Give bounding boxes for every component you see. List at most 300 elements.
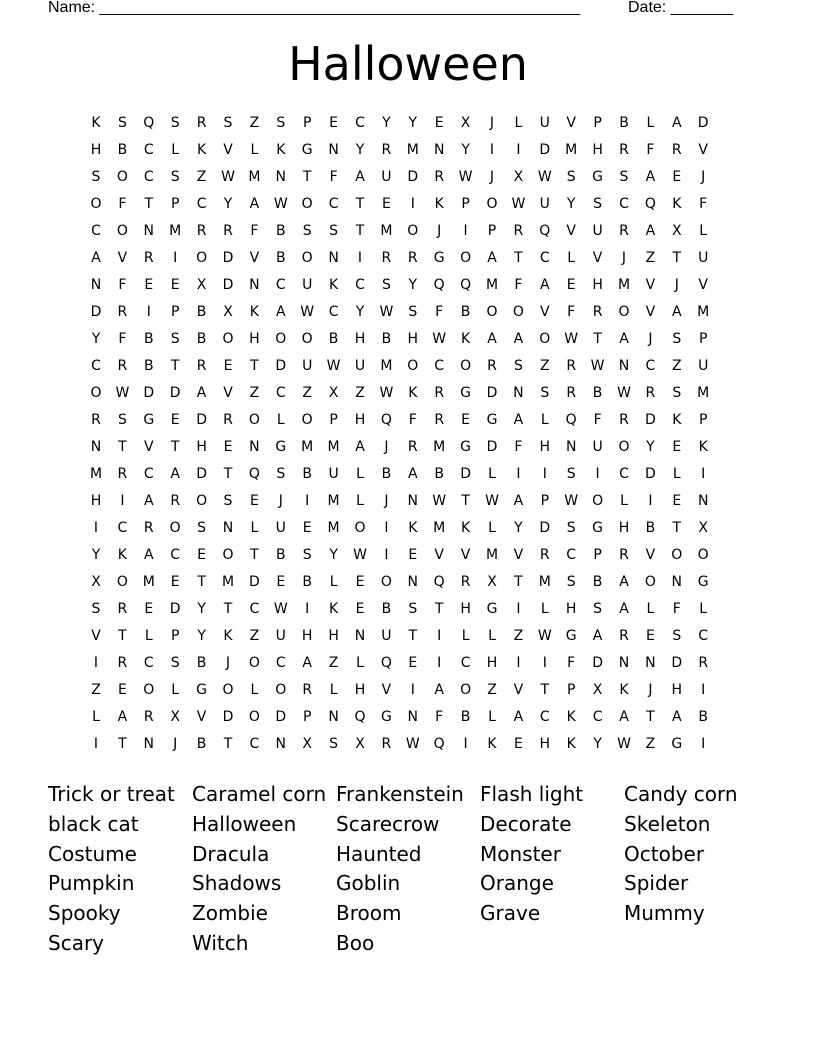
grid-letter: E	[197, 547, 207, 563]
grid-letter: A	[355, 439, 365, 455]
word-list-item: October	[624, 841, 705, 866]
grid-letter: Q	[433, 574, 445, 590]
grid-letter: I	[410, 196, 415, 212]
word-list-item: Spider	[624, 871, 689, 896]
grid-letter: S	[513, 358, 523, 374]
grid-letter: B	[196, 331, 207, 347]
grid-letter: I	[305, 601, 310, 617]
grid-letter: W	[564, 331, 579, 347]
grid-letter: B	[143, 331, 154, 347]
grid-letter: L	[92, 709, 100, 725]
grid-letter: Z	[645, 736, 656, 752]
word-list-item: Orange	[480, 871, 554, 896]
date-field-label: Date: _______	[628, 0, 733, 16]
grid-letter: L	[250, 520, 259, 536]
grid-letter: D	[645, 466, 656, 482]
grid-letter: V	[540, 304, 550, 320]
word-list-item: black cat	[48, 811, 139, 836]
grid-letter: A	[619, 331, 629, 347]
grid-letter: H	[407, 331, 419, 347]
grid-letter: J	[384, 439, 389, 455]
grid-letter: T	[514, 574, 523, 590]
grid-letter: U	[539, 115, 550, 131]
grid-letter: K	[276, 142, 286, 158]
grid-letter: E	[144, 277, 154, 293]
grid-letter: R	[460, 574, 471, 590]
grid-letter: I	[357, 250, 363, 266]
grid-letter: P	[593, 115, 602, 131]
grid-letter: F	[118, 277, 127, 293]
grid-letter: S	[117, 115, 127, 131]
grid-letter: K	[197, 142, 207, 158]
grid-letter: W	[273, 196, 288, 212]
grid-letter: E	[170, 412, 180, 428]
grid-letter: K	[91, 115, 101, 131]
grid-letter: A	[144, 493, 154, 509]
grid-letter: R	[381, 736, 392, 752]
grid-letter: U	[539, 196, 550, 212]
grid-letter: N	[143, 223, 155, 239]
letter-grid	[0, 113, 816, 761]
grid-letter: A	[619, 574, 629, 590]
grid-letter: S	[117, 412, 127, 428]
grid-letter: S	[566, 574, 576, 590]
grid-letter: W	[300, 304, 315, 320]
grid-letter: E	[249, 493, 259, 509]
grid-letter: Y	[91, 331, 101, 347]
grid-letter: C	[143, 142, 154, 158]
grid-letter: R	[143, 709, 154, 725]
grid-letter: X	[460, 115, 471, 131]
grid-letter: U	[698, 358, 709, 374]
grid-letter: U	[275, 520, 286, 536]
grid-letter: R	[619, 142, 629, 158]
grid-letter: W	[432, 493, 447, 509]
grid-letter: O	[222, 547, 234, 563]
grid-letter: C	[249, 736, 260, 752]
grid-letter: R	[619, 547, 629, 563]
grid-letter: S	[672, 331, 682, 347]
grid-letter: T	[434, 601, 444, 617]
grid-letter: D	[671, 655, 683, 671]
grid-letter: A	[513, 493, 524, 509]
grid-letter: X	[487, 574, 497, 590]
grid-letter: S	[329, 223, 339, 239]
grid-letter: W	[221, 169, 235, 185]
grid-letter: F	[593, 412, 602, 428]
grid-letter: N	[90, 439, 102, 455]
grid-letter: G	[592, 520, 604, 536]
grid-letter: I	[516, 655, 521, 671]
grid-letter: T	[250, 358, 259, 374]
grid-letter: Q	[565, 412, 577, 428]
grid-letter: S	[672, 385, 682, 401]
grid-letter: U	[302, 358, 313, 374]
grid-letter: S	[302, 547, 312, 563]
grid-letter: O	[301, 331, 313, 347]
grid-letter: T	[672, 250, 682, 266]
word-list-item: Trick or treat	[48, 782, 175, 806]
grid-letter: N	[328, 709, 339, 725]
grid-letter: X	[672, 223, 682, 239]
word-list-item: Scarecrow	[336, 811, 440, 836]
grid-letter: L	[620, 493, 628, 509]
grid-letter: Y	[566, 196, 576, 212]
grid-letter: A	[434, 682, 444, 698]
grid-letter: V	[91, 628, 101, 644]
grid-letter: D	[486, 385, 498, 401]
grid-letter: T	[170, 439, 180, 455]
grid-letter: J	[225, 655, 231, 671]
word-list-item: Frankenstein	[336, 782, 464, 806]
grid-letter: R	[619, 412, 629, 428]
grid-letter: O	[90, 385, 102, 401]
grid-letter: H	[301, 628, 313, 644]
grid-letter: L	[488, 709, 496, 725]
grid-letter: J	[648, 331, 653, 347]
grid-letter: R	[117, 655, 128, 671]
grid-letter: A	[170, 466, 180, 482]
grid-letter: H	[592, 277, 603, 293]
grid-letter: K	[566, 709, 576, 725]
grid-letter: Z	[328, 655, 339, 671]
grid-letter: O	[143, 682, 155, 698]
grid-letter: A	[196, 385, 207, 401]
grid-letter: C	[170, 547, 181, 563]
grid-letter: S	[91, 601, 101, 617]
grid-letter: M	[380, 358, 393, 374]
grid-letter: N	[222, 520, 234, 536]
grid-letter: G	[196, 682, 208, 698]
grid-letter: S	[593, 196, 603, 212]
grid-letter: T	[223, 601, 233, 617]
grid-letter: R	[566, 385, 577, 401]
grid-letter: Y	[382, 115, 391, 131]
grid-letter: E	[170, 574, 180, 590]
word-list-item: Decorate	[480, 811, 572, 836]
grid-letter: B	[302, 466, 312, 482]
grid-letter: D	[539, 520, 551, 536]
grid-letter: K	[461, 331, 471, 347]
grid-letter: N	[618, 655, 630, 671]
grid-letter: W	[485, 493, 499, 509]
grid-letter: O	[644, 574, 656, 590]
grid-letter: D	[275, 358, 287, 374]
grid-letter: D	[460, 466, 471, 482]
grid-letter: R	[407, 439, 418, 455]
grid-letter: D	[196, 466, 207, 482]
grid-letter: N	[249, 439, 260, 455]
grid-letter: B	[645, 520, 656, 536]
grid-letter: C	[117, 520, 128, 536]
grid-letter: W	[458, 169, 473, 185]
grid-letter: E	[672, 169, 682, 185]
grid-letter: M	[485, 547, 499, 563]
grid-letter: C	[434, 358, 445, 374]
grid-letter: C	[143, 466, 154, 482]
grid-letter: F	[699, 196, 708, 212]
grid-letter: E	[408, 655, 418, 671]
grid-letter: Y	[197, 601, 206, 617]
grid-letter: J	[621, 250, 627, 266]
grid-letter: R	[143, 250, 154, 266]
grid-letter: O	[671, 547, 683, 563]
page-title: Halloween	[288, 37, 528, 91]
grid-letter: O	[486, 196, 498, 212]
grid-letter: R	[671, 142, 682, 158]
grid-letter: A	[645, 223, 656, 239]
grid-letter: C	[698, 628, 709, 644]
word-list-item: Pumpkin	[48, 871, 135, 896]
grid-letter: O	[407, 223, 419, 239]
grid-letter: R	[592, 304, 603, 320]
grid-letter: K	[566, 736, 576, 752]
grid-letter: B	[196, 736, 207, 752]
grid-letter: K	[672, 412, 682, 428]
grid-letter: S	[302, 223, 312, 239]
grid-letter: D	[222, 709, 234, 725]
grid-letter: V	[223, 142, 233, 158]
grid-letter: I	[516, 142, 521, 158]
grid-letter: E	[645, 628, 655, 644]
grid-letter: B	[196, 655, 207, 671]
grid-letter: T	[646, 709, 655, 725]
grid-letter: O	[196, 493, 208, 509]
grid-letter: I	[305, 493, 310, 509]
grid-letter: G	[143, 412, 155, 428]
grid-letter: X	[698, 520, 708, 536]
grid-letter: H	[90, 142, 102, 158]
grid-letter: D	[645, 412, 656, 428]
grid-letter: C	[619, 196, 629, 212]
grid-letter: T	[118, 628, 127, 644]
grid-letter: V	[513, 547, 524, 563]
grid-letter: F	[435, 304, 444, 320]
grid-letter: D	[90, 304, 102, 320]
grid-letter: H	[328, 628, 339, 644]
grid-letter: M	[327, 493, 340, 509]
word-list-item: Monster	[480, 841, 561, 866]
word-list-item: Broom	[336, 901, 402, 926]
grid-letter: L	[567, 250, 576, 266]
grid-letter: R	[434, 169, 445, 185]
grid-letter: B	[196, 304, 207, 320]
grid-letter: S	[91, 169, 101, 185]
grid-letter: J	[489, 169, 495, 185]
grid-letter: H	[592, 142, 603, 158]
grid-letter: P	[487, 223, 497, 239]
grid-letter: H	[486, 655, 498, 671]
grid-letter: Z	[672, 358, 682, 374]
grid-letter: I	[410, 682, 415, 698]
grid-letter: A	[487, 331, 497, 347]
grid-letter: R	[645, 385, 656, 401]
grid-letter: D	[697, 115, 709, 131]
grid-letter: Y	[408, 277, 418, 293]
word-list-item: Skeleton	[624, 811, 711, 836]
grid-letter: I	[437, 628, 442, 644]
grid-letter: C	[460, 655, 471, 671]
grid-letter: E	[144, 601, 154, 617]
grid-letter: I	[93, 736, 99, 752]
grid-letter: D	[592, 655, 603, 671]
grid-letter: H	[671, 682, 683, 698]
grid-letter: S	[566, 466, 576, 482]
grid-letter: E	[672, 493, 682, 509]
grid-letter: U	[381, 628, 392, 644]
grid-letter: M	[697, 385, 710, 401]
grid-letter: M	[380, 223, 393, 239]
grid-letter: M	[301, 439, 314, 455]
grid-letter: Z	[249, 115, 260, 131]
grid-letter: S	[170, 331, 180, 347]
grid-letter: M	[485, 277, 499, 293]
grid-letter: A	[672, 304, 682, 320]
grid-letter: H	[196, 439, 207, 455]
grid-letter: Q	[380, 655, 392, 671]
grid-letter: U	[328, 466, 339, 482]
grid-letter: N	[90, 277, 102, 293]
grid-letter: P	[540, 493, 550, 509]
grid-letter: S	[593, 601, 603, 617]
grid-letter: B	[381, 601, 392, 617]
grid-letter: Z	[249, 385, 260, 401]
grid-letter: F	[514, 439, 523, 455]
grid-letter: N	[513, 385, 524, 401]
grid-letter: U	[302, 277, 313, 293]
grid-letter: B	[460, 304, 471, 320]
grid-letter: S	[170, 115, 180, 131]
grid-letter: C	[91, 223, 101, 239]
grid-letter: F	[646, 142, 655, 158]
name-field-label: Name: ______________________________________________________	[48, 0, 581, 16]
grid-letter: B	[460, 709, 471, 725]
grid-letter: N	[328, 142, 339, 158]
grid-letter: B	[619, 115, 629, 131]
grid-letter: J	[489, 115, 495, 131]
grid-letter: E	[672, 439, 682, 455]
grid-letter: C	[592, 709, 603, 725]
grid-letter: I	[701, 736, 706, 752]
grid-letter: P	[170, 628, 180, 644]
grid-letter: X	[91, 574, 101, 590]
grid-letter: H	[354, 682, 366, 698]
grid-letter: I	[701, 466, 706, 482]
grid-letter: C	[566, 547, 577, 563]
grid-letter: I	[701, 682, 706, 698]
grid-letter: R	[196, 358, 207, 374]
grid-letter: N	[407, 574, 419, 590]
grid-letter: H	[249, 331, 260, 347]
grid-letter: G	[433, 250, 445, 266]
grid-letter: V	[223, 385, 233, 401]
grid-letter: D	[222, 250, 234, 266]
grid-letter: O	[116, 574, 128, 590]
grid-letter: H	[539, 439, 551, 455]
grid-letter: D	[407, 169, 419, 185]
grid-letter: R	[117, 358, 128, 374]
grid-letter: A	[249, 196, 260, 212]
grid-letter: O	[222, 331, 234, 347]
grid-letter: Z	[91, 682, 101, 698]
grid-letter: W	[379, 385, 394, 401]
grid-letter: K	[619, 682, 629, 698]
grid-letter: P	[461, 196, 470, 212]
grid-letter: B	[698, 709, 708, 725]
grid-letter: I	[120, 493, 125, 509]
grid-letter: W	[537, 169, 552, 185]
grid-letter: F	[567, 304, 576, 320]
grid-letter: O	[275, 682, 287, 698]
grid-letter: K	[329, 601, 339, 617]
grid-letter: W	[379, 304, 394, 320]
grid-letter: O	[407, 358, 419, 374]
grid-letter: V	[698, 142, 708, 158]
grid-letter: D	[222, 277, 234, 293]
grid-letter: W	[405, 736, 420, 752]
grid-letter: D	[486, 439, 498, 455]
word-list-item: Shadows	[192, 871, 282, 896]
grid-letter: I	[542, 466, 547, 482]
grid-letter: O	[222, 682, 234, 698]
grid-letter: P	[302, 709, 312, 725]
grid-letter: G	[671, 736, 683, 752]
grid-letter: A	[645, 169, 656, 185]
grid-letter: Z	[487, 682, 497, 698]
grid-letter: S	[408, 304, 418, 320]
grid-letter: L	[329, 682, 338, 698]
grid-letter: T	[408, 628, 418, 644]
grid-letter: O	[116, 223, 128, 239]
grid-letter: N	[275, 169, 287, 185]
grid-letter: Q	[433, 736, 445, 752]
grid-letter: J	[648, 682, 653, 698]
grid-letter: Y	[197, 628, 206, 644]
grid-letter: N	[645, 655, 656, 671]
grid-letter: M	[617, 277, 631, 293]
grid-letter: R	[566, 358, 577, 374]
grid-letter: B	[592, 574, 603, 590]
grid-letter: Z	[249, 628, 260, 644]
grid-letter: O	[460, 358, 472, 374]
grid-letter: O	[248, 709, 260, 725]
grid-letter: P	[170, 304, 180, 320]
grid-letter: E	[355, 601, 365, 617]
grid-letter: K	[434, 196, 444, 212]
grid-letter: N	[354, 628, 366, 644]
grid-letter: F	[250, 223, 259, 239]
grid-letter: F	[672, 601, 681, 617]
grid-letter: S	[381, 277, 391, 293]
grid-letter: V	[434, 547, 444, 563]
grid-letter: V	[117, 250, 128, 266]
grid-letter: M	[221, 574, 235, 590]
grid-letter: I	[489, 142, 495, 158]
grid-letter: J	[173, 736, 178, 752]
word-list-item: Goblin	[336, 871, 401, 896]
grid-letter: V	[566, 223, 576, 239]
grid-letter: E	[170, 277, 180, 293]
grid-letter: L	[488, 520, 496, 536]
grid-letter: R	[302, 682, 313, 698]
grid-letter: D	[169, 385, 181, 401]
grid-letter: M	[327, 439, 340, 455]
grid-letter: S	[329, 736, 339, 752]
grid-letter: G	[301, 142, 313, 158]
grid-letter: E	[355, 574, 365, 590]
grid-letter: H	[460, 601, 471, 617]
grid-letter: S	[197, 520, 207, 536]
